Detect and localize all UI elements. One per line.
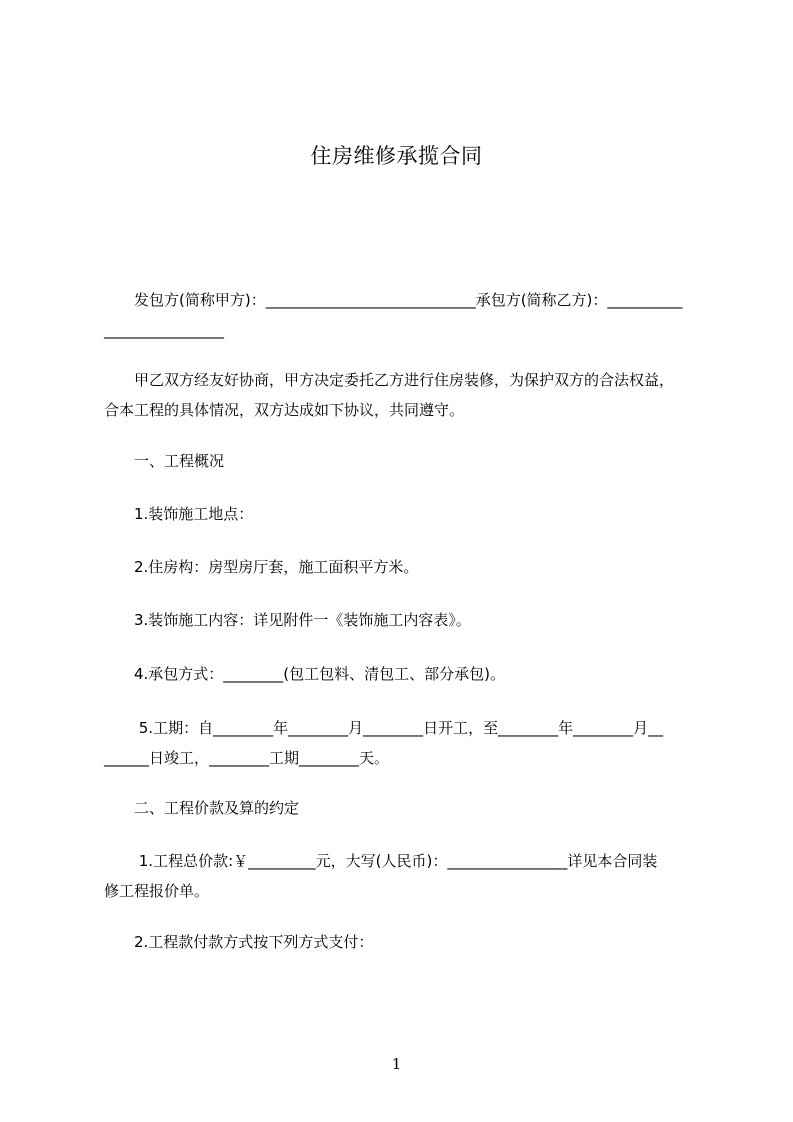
text-line: 发包方(简称甲方)：____________________________承包方(简称乙方)：__________ — [104, 291, 683, 309]
section-heading: 二、工程价款及算的约定 — [104, 799, 300, 817]
party-info-paragraph — [104, 285, 704, 345]
preamble-paragraph — [104, 365, 704, 425]
clause-paragraph: 2.工程款付款方式按下列方式支付： — [104, 933, 374, 951]
clause-paragraph: 1.装饰施工地点： — [104, 505, 254, 523]
clause-paragraph: 2.住房构：房型房厅套，施工面积平方米。 — [104, 558, 419, 576]
text-line: ______日竣工，________工期________天。 — [104, 749, 390, 767]
schedule-paragraph — [104, 713, 704, 773]
clause-paragraph: 3.装饰施工内容：详见附件一《装饰施工内容表》。 — [104, 611, 471, 629]
text-line: 甲乙双方经友好协商，甲方决定委托乙方进行住房装修，为保护双方的合法权益， — [104, 371, 675, 389]
text-line: ________________ — [104, 321, 224, 339]
text-line: 1.工程总价款:￥_________元，大写(人民币)：________________详见本合同装 — [104, 852, 658, 870]
page-number: 1 — [391, 1055, 402, 1073]
text-line: 修工程报价单。 — [104, 882, 210, 900]
clause-paragraph: 4.承包方式：________(包工包料、清包工、部分承包)。 — [104, 665, 506, 683]
document-title: 住房维修承揽合同 — [310, 144, 483, 168]
section-heading: 一、工程概况 — [104, 452, 225, 470]
price-paragraph — [104, 846, 704, 906]
text-line: 合本工程的具体情况，双方达成如下协议，共同遵守。 — [104, 401, 465, 419]
text-line: 5.工期：自________年________月________日开工，至________年________月__ — [104, 719, 664, 737]
